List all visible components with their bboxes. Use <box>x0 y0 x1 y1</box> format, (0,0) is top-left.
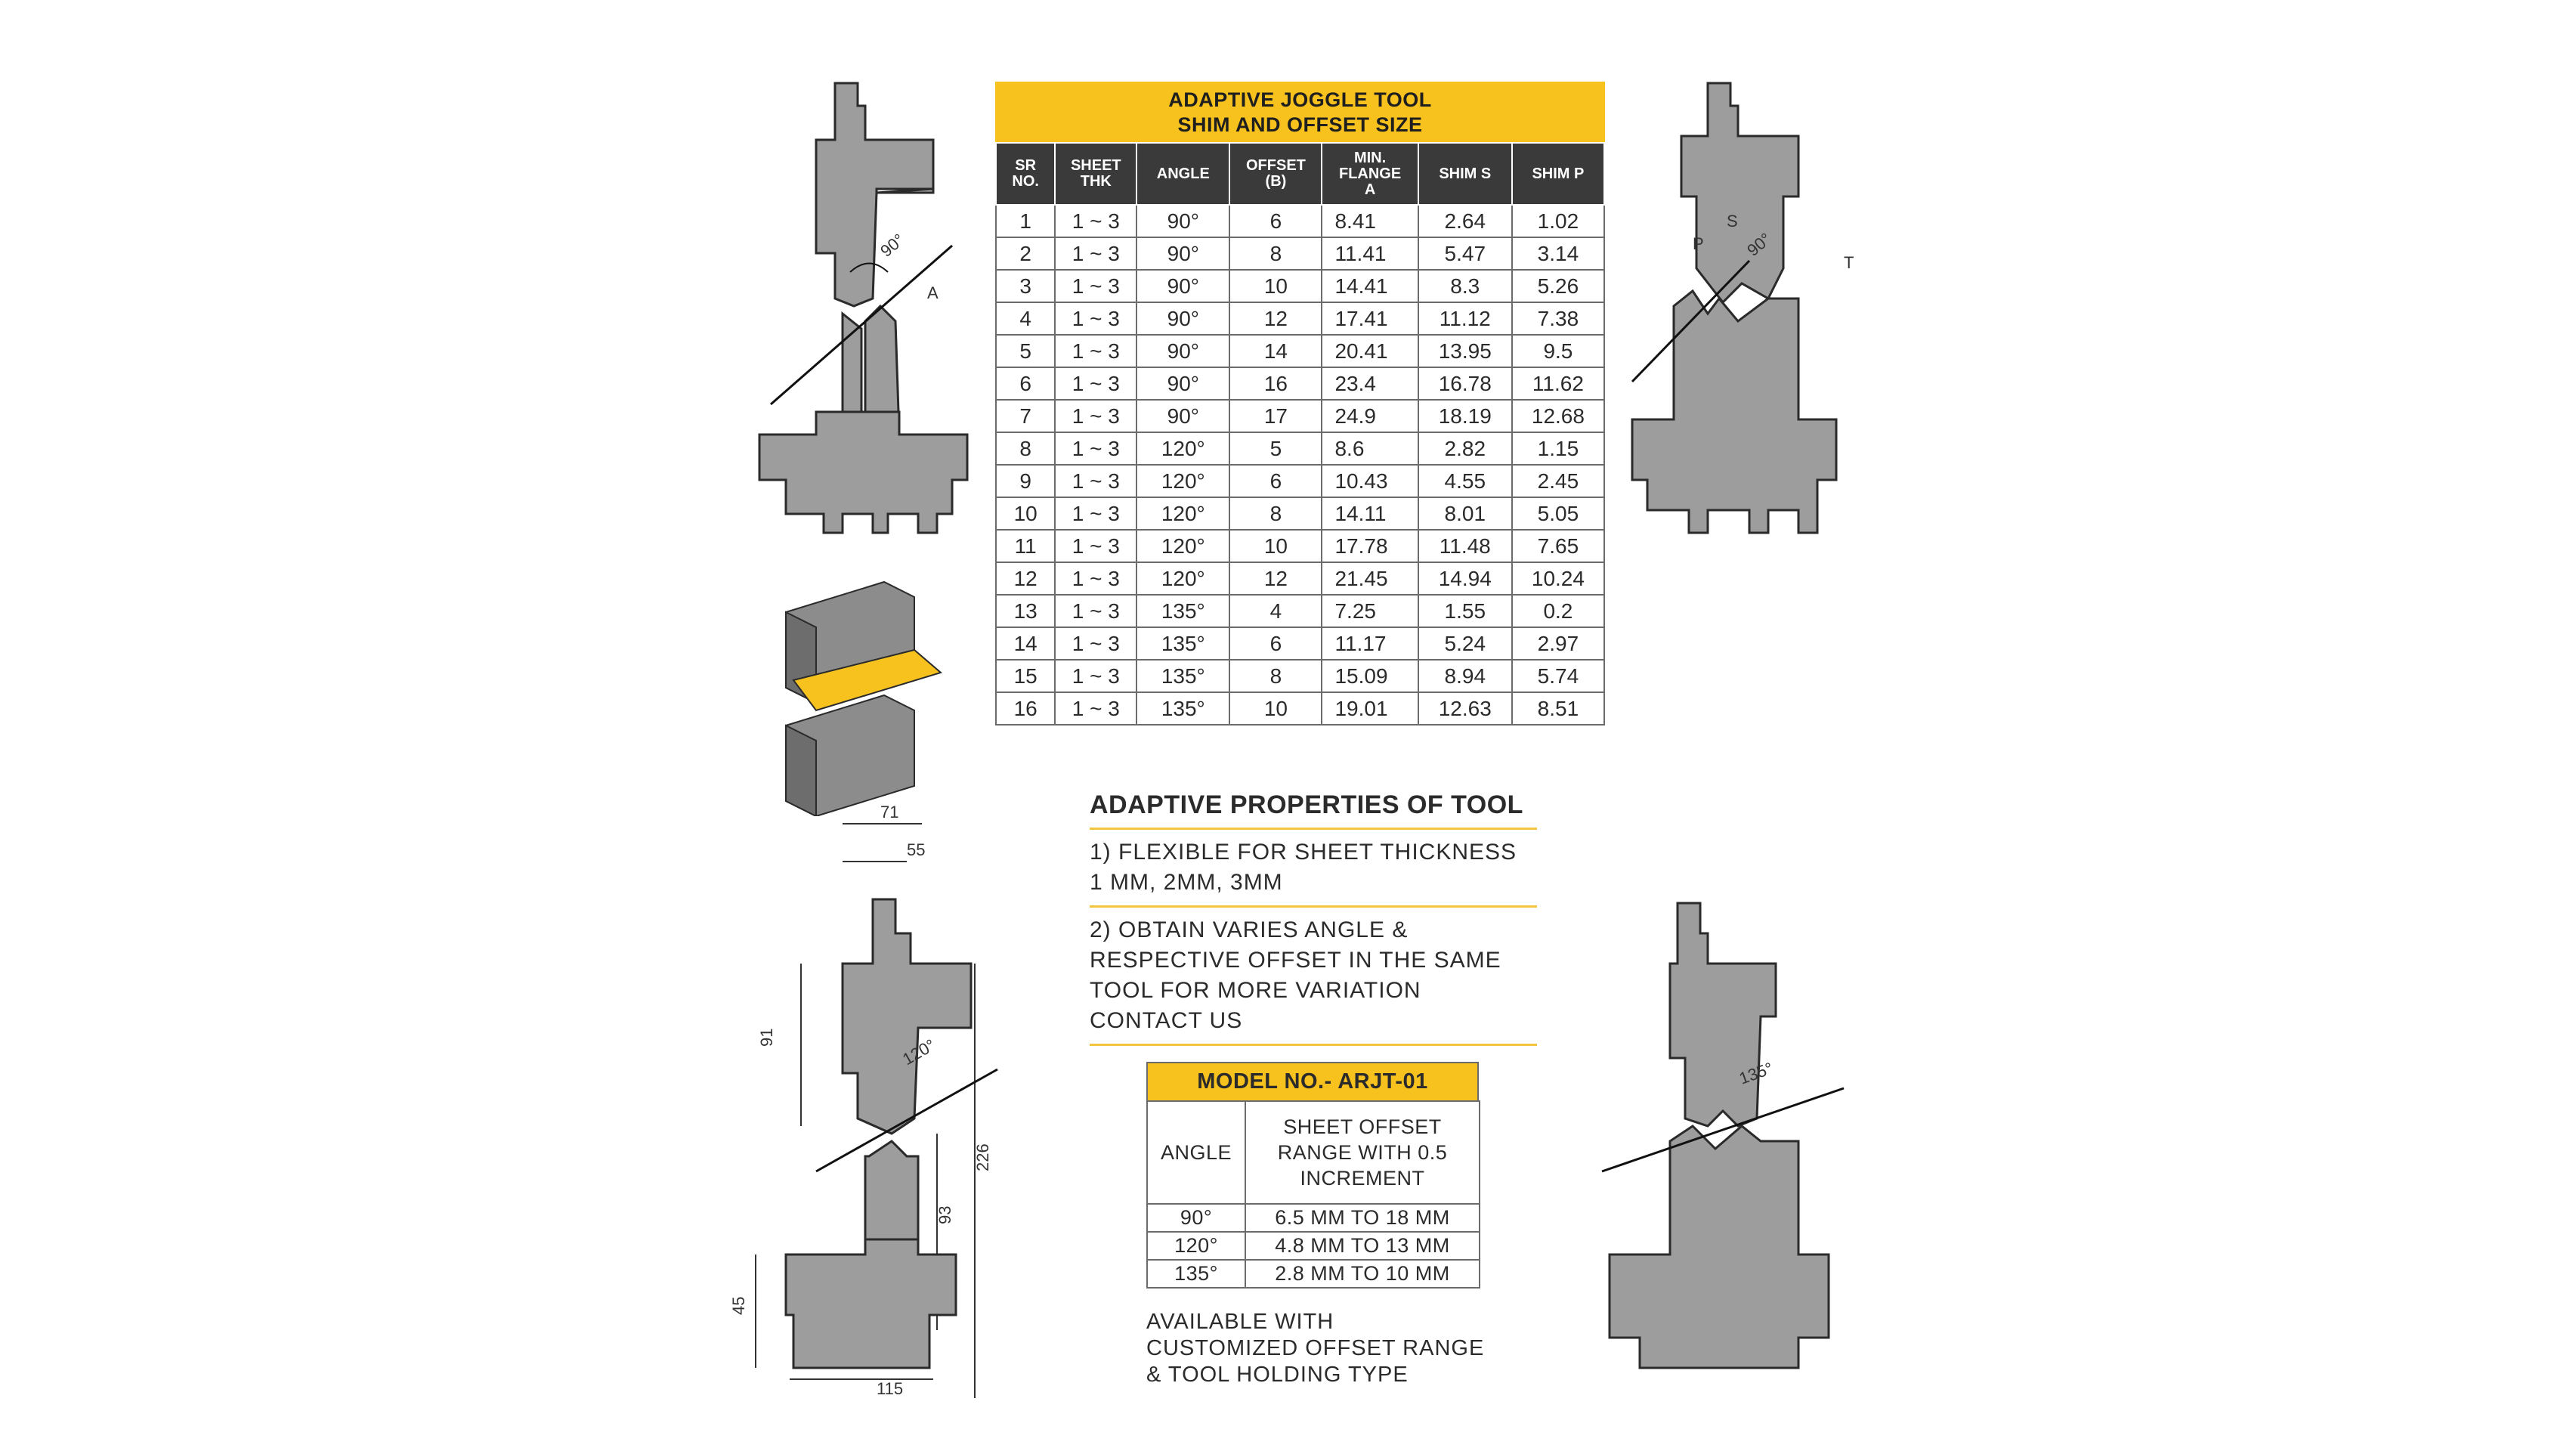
table-cell: 90° <box>1136 400 1229 432</box>
table-cell: 5.47 <box>1418 237 1512 270</box>
table-cell: 1 ~ 3 <box>1055 595 1136 627</box>
model-range-table <box>1146 1100 1480 1289</box>
table-cell: 8.51 <box>1512 692 1604 725</box>
table-cell: 120° <box>1136 432 1229 465</box>
table-cell: 0.2 <box>1512 595 1604 627</box>
table-cell: 6 <box>1229 205 1322 237</box>
table-cell: 10.24 <box>1512 562 1604 595</box>
table-cell: 1 ~ 3 <box>1055 627 1136 660</box>
table-cell: 8.94 <box>1418 660 1512 692</box>
svg-text:226: 226 <box>973 1143 992 1171</box>
table-cell: 23.4 <box>1322 367 1418 400</box>
table-cell: 21.45 <box>1322 562 1418 595</box>
table-cell: 7 <box>996 400 1055 432</box>
table-cell: 18.19 <box>1418 400 1512 432</box>
table-cell: 90° <box>1136 270 1229 302</box>
table-cell: 90° <box>1136 367 1229 400</box>
table-cell: 9 <box>996 465 1055 497</box>
table-cell: 5 <box>1229 432 1322 465</box>
model-row: 135° 2.8 MM TO 10 MM <box>1147 1260 1480 1288</box>
table-row <box>996 432 1604 465</box>
table-cell: 11.48 <box>1418 530 1512 562</box>
table-cell: 11.41 <box>1322 237 1418 270</box>
table-cell: 9.5 <box>1512 335 1604 367</box>
tool-drawing-120-degree <box>725 801 1013 1398</box>
col-sr-no: SR NO. <box>996 143 1055 205</box>
table-cell: 14.94 <box>1418 562 1512 595</box>
table-title <box>995 82 1605 142</box>
table-cell: 1 <box>996 205 1055 237</box>
table-cell: 1 ~ 3 <box>1055 530 1136 562</box>
table-cell: 10 <box>1229 270 1322 302</box>
tool-drawing-90-degree <box>752 79 979 555</box>
table-cell: 120° <box>1136 530 1229 562</box>
table-title-line1: ADAPTIVE JOGGLE TOOL <box>1168 88 1432 111</box>
table-row <box>996 400 1604 432</box>
table-cell: 1 ~ 3 <box>1055 205 1136 237</box>
col-shim-s: SHIM S <box>1418 143 1512 205</box>
table-cell: 5.24 <box>1418 627 1512 660</box>
flange-label-a: A <box>927 283 939 302</box>
table-cell: 19.01 <box>1322 692 1418 725</box>
property-item-2: 2) OBTAIN VARIES ANGLE & RESPECTIVE OFFSET IN THE SAME TOOL FOR MORE VARIATION CONTACT US <box>1090 908 1537 1046</box>
col-shim-p: SHIM P <box>1512 143 1604 205</box>
table-cell: 17 <box>1229 400 1322 432</box>
properties-title: ADAPTIVE PROPERTIES OF TOOL <box>1090 790 1537 830</box>
table-cell: 6 <box>996 367 1055 400</box>
table-cell: 120° <box>1136 497 1229 530</box>
table-cell: 8.6 <box>1322 432 1418 465</box>
table-cell: 8 <box>1229 660 1322 692</box>
table-row <box>996 595 1604 627</box>
table-cell: 1 ~ 3 <box>1055 562 1136 595</box>
table-cell: 1 ~ 3 <box>1055 692 1136 725</box>
table-cell: 120° <box>1136 562 1229 595</box>
table-cell: 2.45 <box>1512 465 1604 497</box>
table-cell: 3 <box>996 270 1055 302</box>
table-cell: 4 <box>996 302 1055 335</box>
table-cell: 14 <box>996 627 1055 660</box>
model-col-range: SHEET OFFSET RANGE WITH 0.5 INCREMENT <box>1245 1101 1480 1204</box>
table-cell: 12 <box>996 562 1055 595</box>
shim-offset-table <box>995 82 1605 726</box>
svg-text:91: 91 <box>757 1028 776 1047</box>
table-cell: 1.15 <box>1512 432 1604 465</box>
table-cell: 12 <box>1229 562 1322 595</box>
table-cell: 7.38 <box>1512 302 1604 335</box>
table-row <box>996 270 1604 302</box>
table-cell: 1 ~ 3 <box>1055 302 1136 335</box>
table-cell: 12 <box>1229 302 1322 335</box>
table-cell: 6 <box>1229 627 1322 660</box>
svg-text:135°: 135° <box>1736 1058 1776 1088</box>
table-row <box>996 692 1604 725</box>
table-cell: 11.17 <box>1322 627 1418 660</box>
table-cell: 7.65 <box>1512 530 1604 562</box>
table-cell: 2.64 <box>1418 205 1512 237</box>
table-cell: 15 <box>996 660 1055 692</box>
table-cell: 8.01 <box>1418 497 1512 530</box>
svg-text:T: T <box>1844 253 1854 272</box>
table-cell: 90° <box>1136 237 1229 270</box>
table-cell: 14 <box>1229 335 1322 367</box>
table-cell: 13 <box>996 595 1055 627</box>
col-sheet-thk: SHEET THK <box>1055 143 1136 205</box>
table-cell: 17.78 <box>1322 530 1418 562</box>
table-header-row <box>996 143 1604 205</box>
table-cell: 90° <box>1136 335 1229 367</box>
table-cell: 1 ~ 3 <box>1055 497 1136 530</box>
table-cell: 13.95 <box>1418 335 1512 367</box>
table-row <box>996 530 1604 562</box>
table-row <box>996 302 1604 335</box>
model-row: 90° 6.5 MM TO 18 MM <box>1147 1204 1480 1232</box>
table-cell: 5.74 <box>1512 660 1604 692</box>
table-row <box>996 367 1604 400</box>
table-cell: 1 ~ 3 <box>1055 367 1136 400</box>
table-cell: 90° <box>1136 205 1229 237</box>
table-cell: 6 <box>1229 465 1322 497</box>
table-cell: 4.55 <box>1418 465 1512 497</box>
adaptive-properties <box>1090 790 1537 1046</box>
table-cell: 14.11 <box>1322 497 1418 530</box>
table-cell: 135° <box>1136 595 1229 627</box>
table-cell: 12.63 <box>1418 692 1512 725</box>
table-cell: 20.41 <box>1322 335 1418 367</box>
tool-drawing-135-degree <box>1594 899 1866 1375</box>
table-row <box>996 465 1604 497</box>
table-cell: 1 ~ 3 <box>1055 465 1136 497</box>
table-cell: 14.41 <box>1322 270 1418 302</box>
svg-text:55: 55 <box>907 840 926 859</box>
model-row: 120° 4.8 MM TO 13 MM <box>1147 1232 1480 1260</box>
col-offset: OFFSET (B) <box>1229 143 1322 205</box>
table-title-line2: SHIM AND OFFSET SIZE <box>1177 113 1423 136</box>
table-row <box>996 237 1604 270</box>
table-cell: 8 <box>1229 497 1322 530</box>
table-cell: 8 <box>1229 237 1322 270</box>
table-cell: 1.02 <box>1512 205 1604 237</box>
table-cell: 3.14 <box>1512 237 1604 270</box>
spec-table <box>995 142 1605 726</box>
svg-text:71: 71 <box>880 803 899 821</box>
property-item-1: 1) FLEXIBLE FOR SHEET THICKNESS 1 MM, 2MM, 3MM <box>1090 830 1537 908</box>
table-cell: 1 ~ 3 <box>1055 432 1136 465</box>
model-title: MODEL NO.- ARJT-01 <box>1146 1062 1479 1100</box>
table-cell: 135° <box>1136 627 1229 660</box>
table-cell: 120° <box>1136 465 1229 497</box>
svg-text:45: 45 <box>729 1296 748 1315</box>
col-angle: ANGLE <box>1136 143 1229 205</box>
table-cell: 1 ~ 3 <box>1055 270 1136 302</box>
table-cell: 16 <box>1229 367 1322 400</box>
table-cell: 1 ~ 3 <box>1055 400 1136 432</box>
table-cell: 1 ~ 3 <box>1055 237 1136 270</box>
table-row <box>996 627 1604 660</box>
table-cell: 135° <box>1136 660 1229 692</box>
col-min-flange: MIN. FLANGE A <box>1322 143 1418 205</box>
availability-note: AVAILABLE WITH CUSTOMIZED OFFSET RANGE & TOOL HOLDING TYPE <box>1146 1310 1485 1387</box>
table-cell: 1.55 <box>1418 595 1512 627</box>
table-row <box>996 205 1604 237</box>
table-cell: 1 ~ 3 <box>1055 660 1136 692</box>
table-cell: 8.3 <box>1418 270 1512 302</box>
table-cell: 17.41 <box>1322 302 1418 335</box>
table-cell: 1 ~ 3 <box>1055 335 1136 367</box>
table-cell: 4 <box>1229 595 1322 627</box>
angle-label-90: 90° <box>877 230 908 261</box>
tool-3d-illustration <box>771 567 945 816</box>
table-cell: 10.43 <box>1322 465 1418 497</box>
table-cell: 8.41 <box>1322 205 1418 237</box>
table-cell: 11.12 <box>1418 302 1512 335</box>
table-cell: 24.9 <box>1322 400 1418 432</box>
model-table <box>1146 1062 1479 1289</box>
table-cell: 90° <box>1136 302 1229 335</box>
table-cell: 5.05 <box>1512 497 1604 530</box>
tool-drawing-shim <box>1617 79 1859 540</box>
svg-text:P: P <box>1693 234 1704 253</box>
table-cell: 11.62 <box>1512 367 1604 400</box>
svg-text:115: 115 <box>877 1379 904 1398</box>
svg-text:93: 93 <box>935 1205 954 1224</box>
table-cell: 10 <box>1229 692 1322 725</box>
table-row <box>996 660 1604 692</box>
table-cell: 10 <box>996 497 1055 530</box>
shim-s-label: S <box>1727 212 1738 230</box>
table-cell: 2.82 <box>1418 432 1512 465</box>
table-cell: 5.26 <box>1512 270 1604 302</box>
table-row <box>996 562 1604 595</box>
table-cell: 7.25 <box>1322 595 1418 627</box>
table-cell: 2 <box>996 237 1055 270</box>
table-cell: 2.97 <box>1512 627 1604 660</box>
table-cell: 15.09 <box>1322 660 1418 692</box>
table-cell: 5 <box>996 335 1055 367</box>
svg-text:120°: 120° <box>899 1035 939 1069</box>
table-row <box>996 335 1604 367</box>
table-cell: 16 <box>996 692 1055 725</box>
svg-text:90°: 90° <box>1743 229 1775 260</box>
table-cell: 8 <box>996 432 1055 465</box>
table-cell: 10 <box>1229 530 1322 562</box>
table-cell: 135° <box>1136 692 1229 725</box>
table-row <box>996 497 1604 530</box>
table-cell: 12.68 <box>1512 400 1604 432</box>
model-col-angle: ANGLE <box>1147 1101 1245 1204</box>
table-cell: 11 <box>996 530 1055 562</box>
table-cell: 16.78 <box>1418 367 1512 400</box>
